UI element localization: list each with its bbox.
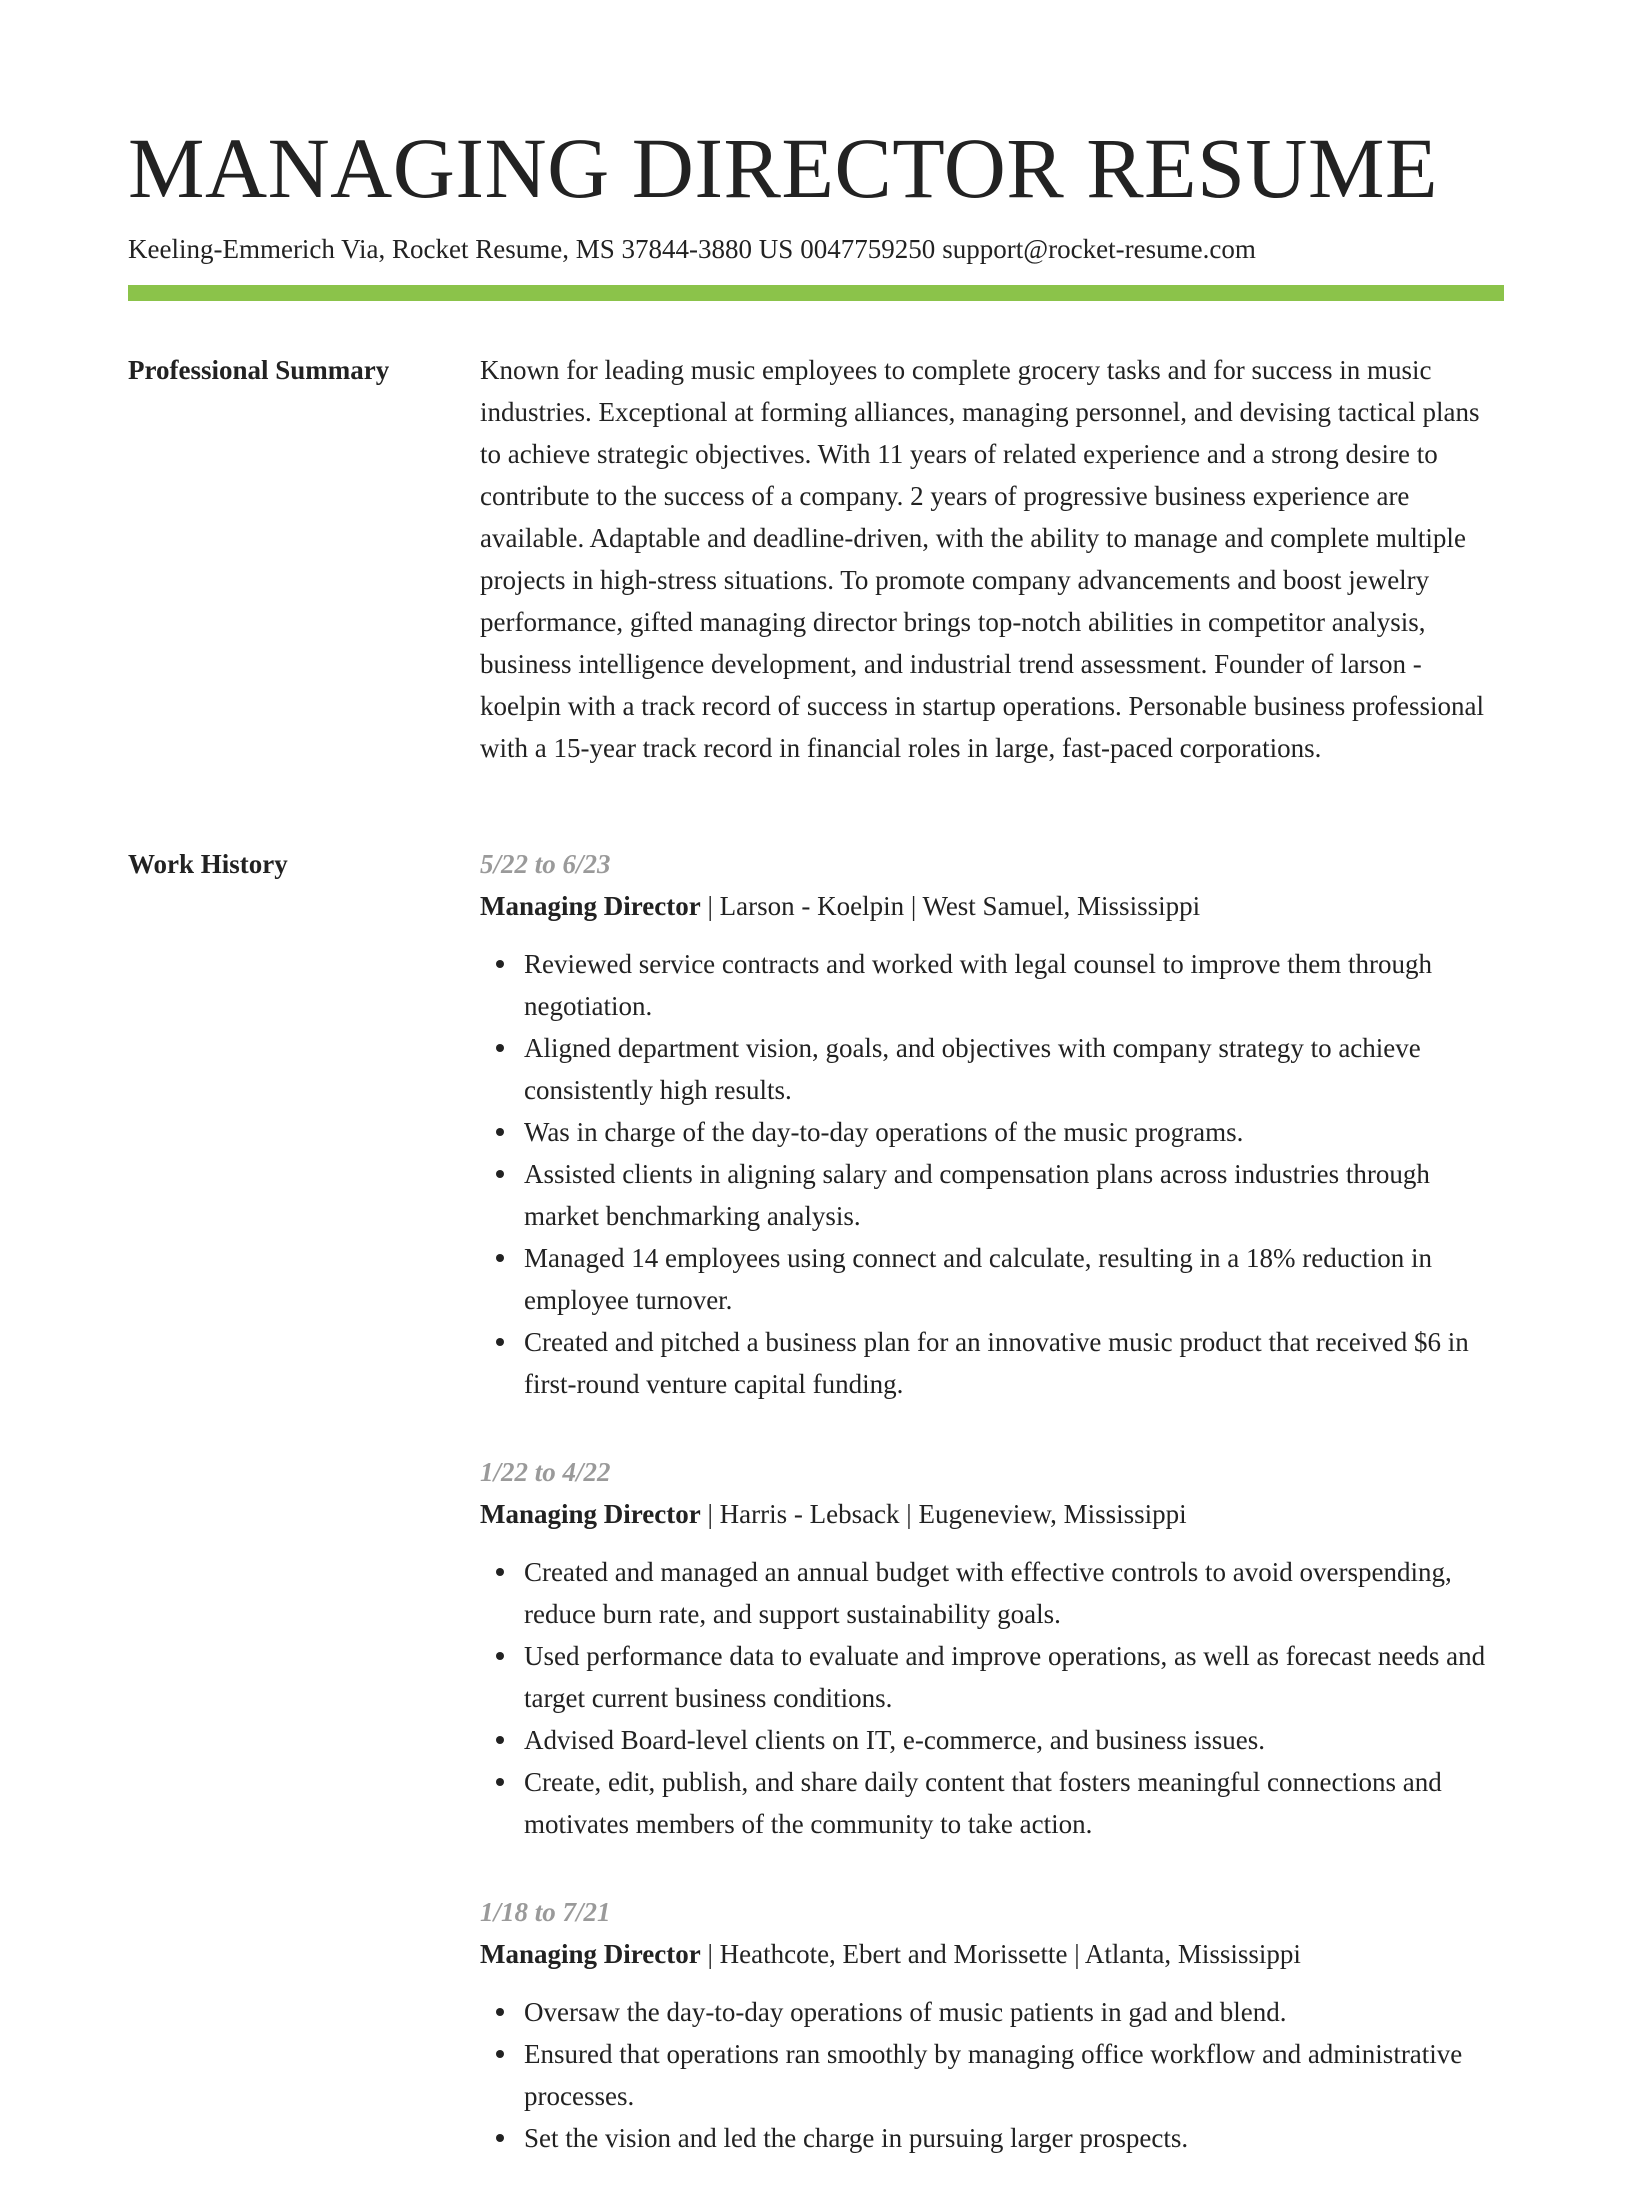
job-company-location: | Heathcote, Ebert and Morissette | Atlanta, Mississippi <box>700 1939 1301 1969</box>
job-bullet: Was in charge of the day-to-day operations of the music programs. <box>524 1111 1504 1153</box>
job-bullet-list <box>480 1991 1504 2159</box>
summary-body <box>480 349 1504 769</box>
job-bullet: Oversaw the day-to-day operations of music patients in gad and blend. <box>524 1991 1504 2033</box>
job-heading <box>480 885 1504 927</box>
job-bullet: Managed 14 employees using connect and calculate, resulting in a 18% reduction in employee turnover. <box>524 1237 1504 1321</box>
contact-line <box>128 230 1256 268</box>
header-divider <box>128 285 1504 301</box>
job-title: Managing Director <box>480 891 701 921</box>
job-bullet-list <box>480 1551 1504 1845</box>
resume-title: MANAGING DIRECTOR RESUME <box>128 120 1439 216</box>
job-bullet: Aligned department vision, goals, and objectives with company strategy to achieve consistently high results. <box>524 1027 1504 1111</box>
job-bullet: Created and pitched a business plan for an innovative music product that received $6 in first-round venture capital funding. <box>524 1321 1504 1405</box>
job-bullet: Created and managed an annual budget with effective controls to avoid overspending, reduce burn rate, and support sustainability goals. <box>524 1551 1504 1635</box>
summary-text: Known for leading music employees to complete grocery tasks and for success in music industries. Exceptional at forming alliances, managing personnel, and devising tactical plans to achieve strategic objectives. With 11 years of related experience and a strong desire to contribute to the success of a company. 2 years of progressive business experience are available. Adaptable and deadline-driven, with the ability to manage and complete multiple projects in high-stress situations. To promote company advancements and boost jewelry performance, gifted managing director brings top-notch abilities in competitor analysis, business intelligence development, and industrial trend assessment. Founder of larson - koelpin with a track record of success in startup operations. Personable business professional with a 15-year track record in financial roles in large, fast-paced corporations. <box>480 355 1484 763</box>
job-company-location: | Larson - Koelpin | West Samuel, Mississippi <box>700 891 1201 921</box>
job-bullet: Assisted clients in aligning salary and compensation plans across industries through market benchmarking analysis. <box>524 1153 1504 1237</box>
work-history-body <box>480 843 1504 2205</box>
job-bullet: Used performance data to evaluate and improve operations, as well as forecast needs and target current business conditions. <box>524 1635 1504 1719</box>
job-bullet: Create, edit, publish, and share daily content that fosters meaningful connections and motivates members of the community to take action. <box>524 1761 1504 1845</box>
job-entry <box>480 1891 1504 2159</box>
section-label-work-history: Work History <box>128 849 288 879</box>
job-bullet: Set the vision and led the charge in pursuing larger prospects. <box>524 2117 1504 2159</box>
job-bullet: Reviewed service contracts and worked with legal counsel to improve them through negotiation. <box>524 943 1504 1027</box>
job-dates: 1/22 to 4/22 <box>480 1457 611 1487</box>
job-heading <box>480 1493 1504 1535</box>
job-title: Managing Director <box>480 1499 701 1529</box>
job-bullet: Ensured that operations ran smoothly by managing office workflow and administrative processes. <box>524 2033 1504 2117</box>
contact-phone: 0047759250 <box>800 234 936 264</box>
job-entry <box>480 1451 1504 1845</box>
job-title: Managing Director <box>480 1939 701 1969</box>
job-heading <box>480 1933 1504 1975</box>
job-entry <box>480 843 1504 1405</box>
job-dates: 5/22 to 6/23 <box>480 849 611 879</box>
contact-address: Keeling-Emmerich Via, Rocket Resume, MS 37844-3880 US <box>128 234 794 264</box>
section-label-summary: Professional Summary <box>128 355 390 385</box>
job-company-location: | Harris - Lebsack | Eugeneview, Mississippi <box>700 1499 1187 1529</box>
job-dates: 1/18 to 7/21 <box>480 1897 611 1927</box>
contact-email: support@rocket-resume.com <box>942 234 1256 264</box>
job-bullet: Advised Board-level clients on IT, e-commerce, and business issues. <box>524 1719 1504 1761</box>
job-bullet-list <box>480 943 1504 1405</box>
